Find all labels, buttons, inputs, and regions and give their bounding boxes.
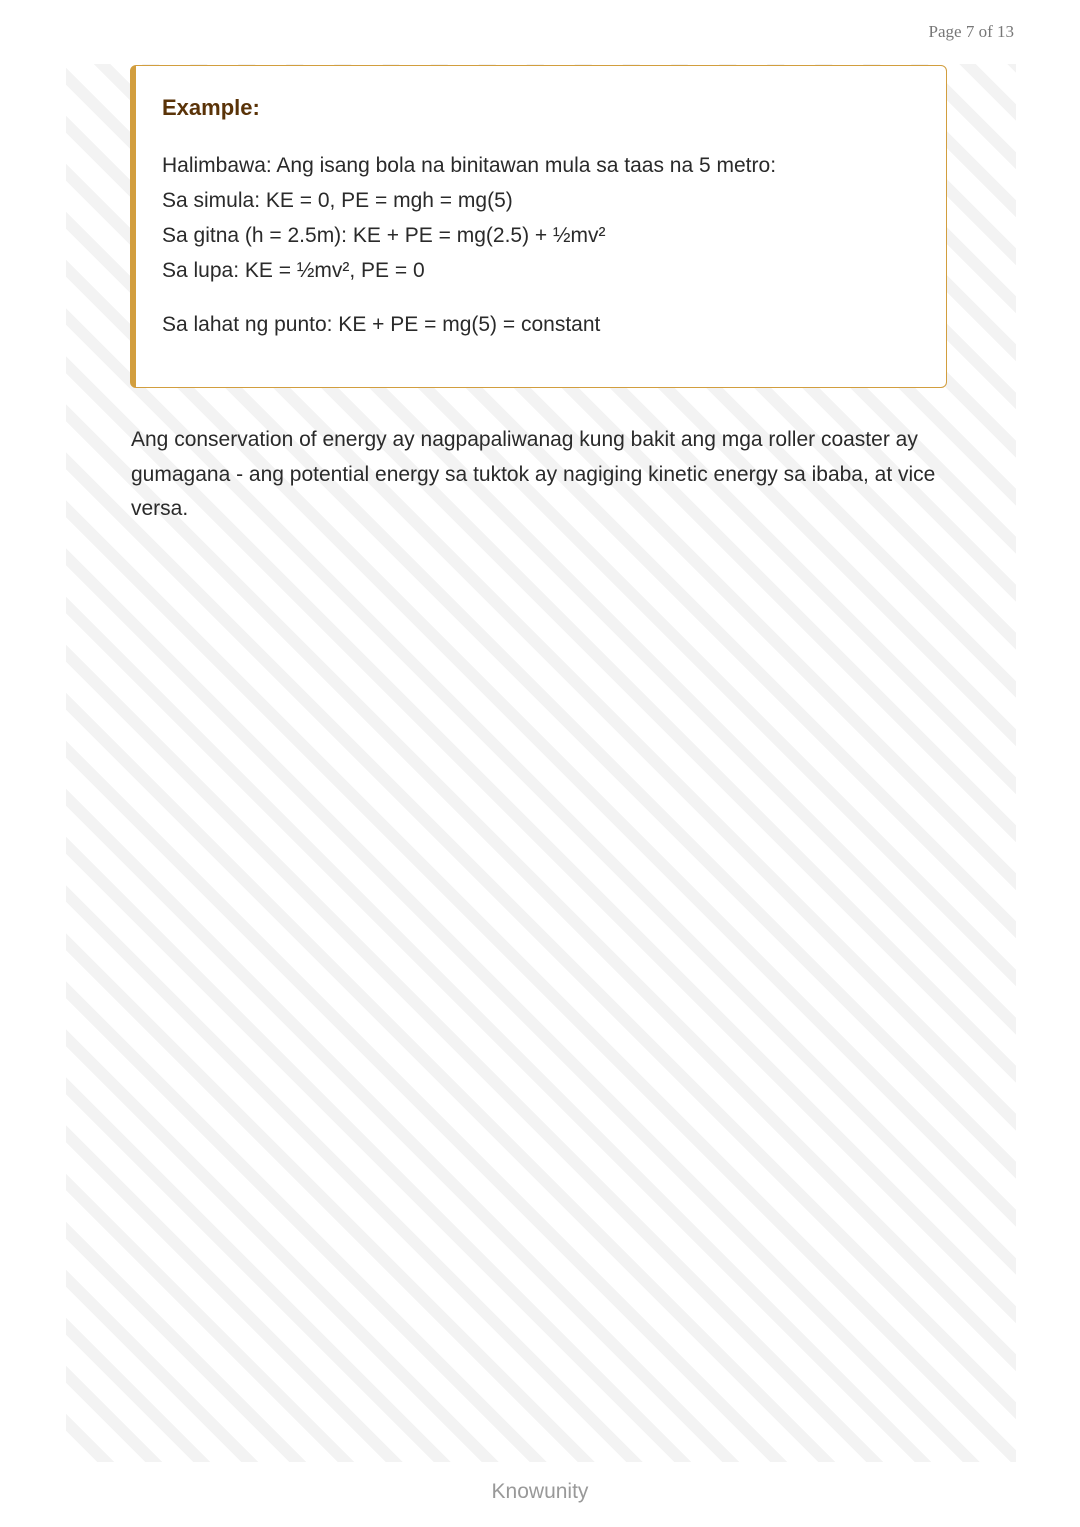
footer-brand: Knowunity (491, 1480, 589, 1503)
example-line: Sa lupa: KE = ½mv², PE = 0 (162, 259, 425, 282)
example-box (130, 65, 947, 388)
example-line: Halimbawa: Ang isang bola na binitawan mula sa taas na 5 metro: (162, 154, 777, 177)
example-title: Example: (162, 95, 260, 120)
body-paragraph: Ang conservation of energy ay nagpapaliwanag kung bakit ang mga roller coaster ay gumagana - ang potential energy sa tuktok ay nagiging kinetic energy sa ibaba, at vice versa. (131, 428, 936, 520)
example-lines (162, 148, 776, 288)
example-line: Sa simula: KE = 0, PE = mgh = mg(5) (162, 189, 513, 212)
example-summary: Sa lahat ng punto: KE + PE = mg(5) = constant (162, 313, 601, 336)
example-line: Sa gitna (h = 2.5m): KE + PE = mg(2.5) + ½mv² (162, 224, 606, 247)
page-number: Page 7 of 13 (928, 22, 1014, 41)
